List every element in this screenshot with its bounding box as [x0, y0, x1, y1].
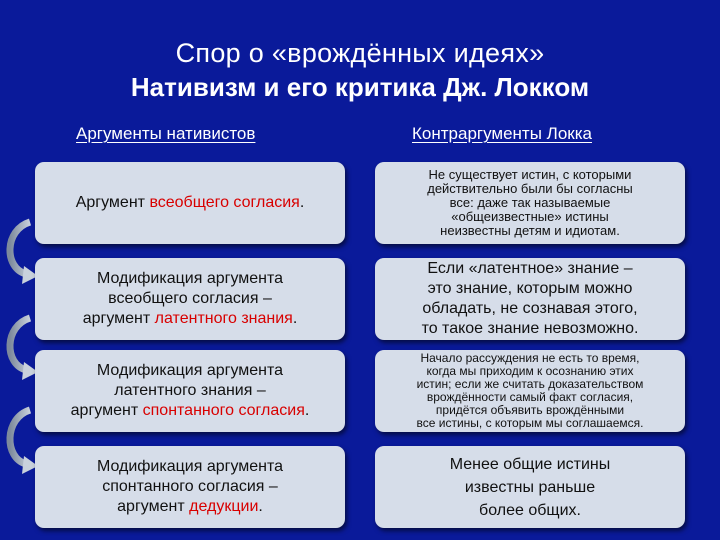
- counterargument-line: Если «латентное» знание –: [427, 260, 633, 277]
- counterargument-line: Начало рассуждения не есть то время,: [420, 351, 640, 365]
- argument-text: .: [292, 310, 298, 327]
- column-header-nativists: Аргументы нативистов: [76, 124, 256, 143]
- counterargument-box-1: [375, 162, 685, 244]
- counterargument-box-3: [375, 350, 685, 432]
- counterargument-box-2: [375, 258, 685, 340]
- counterargument-line: истин; если же считать доказательством: [416, 377, 644, 391]
- argument-box-2: [35, 258, 345, 340]
- argument-box-4: [35, 446, 345, 528]
- argument-text: аргумент: [82, 310, 155, 327]
- argument-line: латентного знания –: [114, 382, 266, 399]
- argument-text: аргумент: [70, 402, 143, 419]
- argument-box-1: [35, 162, 345, 244]
- counterargument-box-4: [375, 446, 685, 528]
- argument-line: Модификация аргумента: [96, 362, 284, 379]
- argument-line: всеобщего согласия –: [108, 290, 272, 307]
- counterargument-line: это знание, которым можно: [427, 280, 633, 297]
- counterargument-line: то такое знание невозможно.: [421, 320, 639, 337]
- counterargument-line: более общих.: [479, 501, 581, 519]
- counterargument-line: известны раньше: [464, 478, 596, 496]
- counterargument-line: все: даже так называемые: [449, 195, 611, 210]
- counterargument-line: врождённости самый факт согласия,: [426, 390, 634, 404]
- argument-text: .: [304, 402, 310, 419]
- argument-text: .: [299, 194, 305, 211]
- argument-highlight: латентного знания: [154, 310, 293, 327]
- counterargument-line: придётся объявить врождёнными: [435, 403, 625, 417]
- counterargument-line: обладать, не сознавая этого,: [422, 300, 638, 317]
- counterargument-line: Менее общие истины: [449, 455, 611, 473]
- curved-arrow-icon: [10, 222, 38, 284]
- curved-arrow-icon: [10, 318, 38, 380]
- counterargument-line: когда мы приходим к осознанию этих: [426, 364, 634, 378]
- slide-subtitle: Нативизм и его критика Дж. Локком: [130, 72, 590, 102]
- argument-text: аргумент: [117, 498, 190, 515]
- counterargument-line: действительно были бы согласны: [427, 181, 633, 196]
- argument-line: Модификация аргумента: [96, 270, 284, 287]
- counterargument-line: неизвестны детям и идиотам.: [440, 223, 620, 238]
- argument-line: Модификация аргумента: [96, 458, 284, 475]
- counterargument-line: «общеизвестные» истины: [451, 209, 609, 224]
- argument-text: .: [258, 498, 263, 515]
- argument-highlight: дедукции: [189, 498, 259, 515]
- counterargument-line: все истины, с которым мы соглашаемся.: [416, 416, 644, 430]
- argument-highlight: всеобщего согласия: [149, 194, 300, 211]
- argument-highlight: спонтанного согласия: [142, 402, 305, 419]
- slide-title: Спор о «врождённых идеях»: [175, 38, 545, 68]
- argument-box-3: [35, 350, 345, 432]
- curved-arrow-icon: [10, 410, 38, 474]
- column-header-locke: Контраргументы Локка: [412, 124, 592, 143]
- argument-line: спонтанного согласия –: [102, 478, 278, 495]
- argument-text: Аргумент: [75, 194, 150, 211]
- counterargument-line: Не существует истин, с которыми: [428, 167, 632, 182]
